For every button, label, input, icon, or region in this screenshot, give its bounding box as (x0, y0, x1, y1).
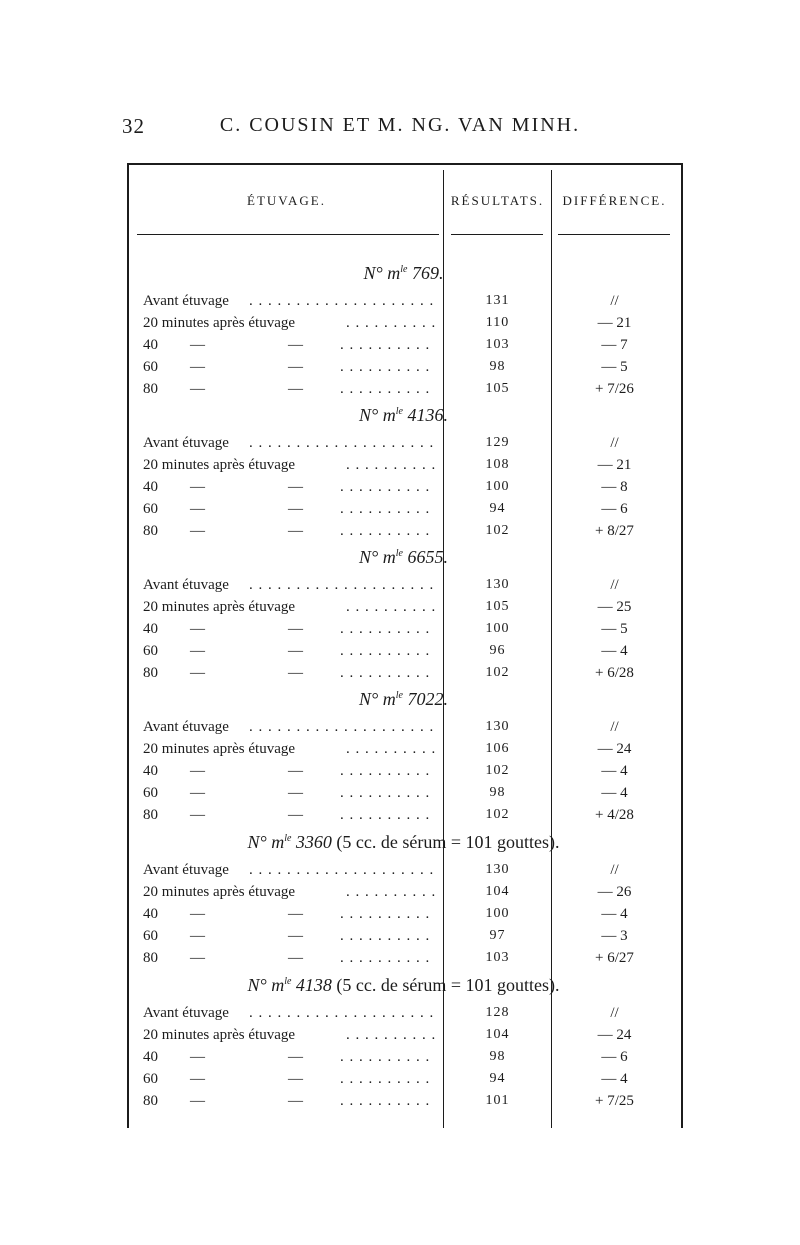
result-value: 108 (485, 457, 510, 472)
table-row (0, 741, 800, 763)
dot-leader: . . . . . . . . . . . . . . . . . . . . (249, 435, 435, 451)
result-value: 100 (485, 621, 510, 636)
title-sup: le (395, 406, 403, 417)
column-header-etuvage: ÉTUVAGE. (247, 193, 326, 208)
title-prefix: N° (363, 263, 383, 283)
column-header-difference: DIFFÉRENCE. (562, 193, 667, 208)
result-value: 100 (485, 479, 510, 494)
difference-value: // (610, 577, 619, 593)
result-value: 130 (485, 577, 510, 592)
dot-leader: . . . . . . . . . . (346, 315, 437, 331)
result-value: 100 (485, 906, 510, 921)
table-row (0, 479, 800, 501)
dot-leader: . . . . . . . . . . (340, 928, 431, 944)
table-row (0, 359, 800, 381)
ditto-dash: — (288, 643, 303, 659)
row-label: 80 (143, 807, 158, 823)
table-row (0, 435, 800, 457)
difference-value: — 4 (601, 906, 628, 922)
title-number: 4136. (407, 405, 448, 425)
result-value: 110 (485, 315, 510, 330)
ditto-dash: — (288, 928, 303, 944)
table-row (0, 884, 800, 906)
title-prefix: N° (359, 547, 379, 567)
difference-value: + 6/27 (595, 950, 634, 966)
difference-value: // (610, 435, 619, 451)
table-row (0, 1005, 800, 1027)
dot-leader: . . . . . . . . . . (340, 763, 431, 779)
table-row (0, 928, 800, 950)
row-label: Avant étuvage (143, 719, 229, 735)
dot-leader: . . . . . . . . . . . . . . . . . . . . (249, 719, 435, 735)
ditto-dash: — (190, 928, 205, 944)
dot-leader: . . . . . . . . . . . . . . . . . . . . (249, 293, 435, 309)
sample-group (0, 263, 800, 403)
row-label: 20 minutes après étuvage (143, 884, 296, 900)
title-number: 769. (411, 263, 444, 283)
ditto-dash: — (190, 763, 205, 779)
difference-value: // (610, 862, 619, 878)
row-label: 40 (143, 906, 158, 922)
ditto-dash: — (190, 643, 205, 659)
ditto-dash: — (190, 1093, 205, 1109)
difference-value: — 6 (601, 501, 628, 517)
result-value: 102 (485, 523, 510, 538)
difference-value: — 21 (597, 457, 632, 473)
result-value: 130 (485, 862, 510, 877)
dot-leader: . . . . . . . . . . (340, 621, 431, 637)
result-value: 105 (485, 599, 510, 614)
title-number: 6655. (407, 547, 448, 567)
table-row (0, 293, 800, 315)
dot-leader: . . . . . . . . . . (340, 523, 431, 539)
result-value: 98 (489, 1049, 506, 1064)
dot-leader: . . . . . . . . . . (346, 741, 437, 757)
difference-value: // (610, 719, 619, 735)
table-row (0, 763, 800, 785)
row-label: 60 (143, 643, 158, 659)
ditto-dash: — (190, 381, 205, 397)
ditto-dash: — (288, 621, 303, 637)
ditto-dash: — (190, 337, 205, 353)
dot-leader: . . . . . . . . . . . . . . . . . . . . (249, 1005, 435, 1021)
title-mle: m (382, 405, 396, 425)
table-row (0, 337, 800, 359)
title-prefix: N° (359, 689, 379, 709)
dot-leader: . . . . . . . . . . (340, 665, 431, 681)
row-label: 20 minutes après étuvage (143, 315, 296, 331)
table-row (0, 381, 800, 403)
dot-leader: . . . . . . . . . . (346, 457, 437, 473)
table-row (0, 906, 800, 928)
table-row (0, 1071, 800, 1093)
dot-leader: . . . . . . . . . . (346, 599, 437, 615)
row-label: 60 (143, 785, 158, 801)
table-row (0, 665, 800, 687)
group-title (130, 547, 677, 568)
ditto-dash: — (288, 501, 303, 517)
result-value: 130 (485, 719, 510, 734)
table-row (0, 807, 800, 829)
result-value: 128 (485, 1005, 510, 1020)
dot-leader: . . . . . . . . . . . . . . . . . . . . (249, 577, 435, 593)
dot-leader: . . . . . . . . . . (340, 337, 431, 353)
difference-value: + 4/28 (595, 807, 634, 823)
dot-leader: . . . . . . . . . . (340, 906, 431, 922)
difference-value: — 25 (597, 599, 632, 615)
title-note: (5 cc. de sérum = 101 gouttes). (336, 975, 560, 995)
page-number: 32 (122, 114, 145, 138)
row-label: 20 minutes après étuvage (143, 741, 296, 757)
dot-leader: . . . . . . . . . . (340, 643, 431, 659)
difference-value: — 5 (601, 359, 628, 375)
table-row (0, 950, 800, 972)
table-row (0, 1049, 800, 1071)
table-row (0, 457, 800, 479)
ditto-dash: — (288, 1049, 303, 1065)
group-title (130, 263, 677, 284)
result-value: 131 (485, 293, 510, 308)
dot-leader: . . . . . . . . . . (340, 807, 431, 823)
result-value: 96 (489, 643, 506, 658)
title-mle: m (382, 689, 396, 709)
ditto-dash: — (288, 807, 303, 823)
table-row (0, 621, 800, 643)
row-label: 80 (143, 1093, 158, 1109)
table-row (0, 501, 800, 523)
group-title (130, 405, 677, 426)
row-label: 40 (143, 1049, 158, 1065)
ditto-dash: — (190, 785, 205, 801)
table-row (0, 577, 800, 599)
difference-value: — 7 (601, 337, 628, 353)
title-sup: le (284, 833, 292, 844)
row-label: Avant étuvage (143, 293, 229, 309)
difference-value: — 26 (597, 884, 632, 900)
title-mle: m (271, 975, 285, 995)
header-rule (558, 234, 670, 235)
row-label: 40 (143, 337, 158, 353)
header-rule (137, 234, 439, 235)
sample-group (0, 689, 800, 829)
dot-leader: . . . . . . . . . . (340, 1093, 431, 1109)
row-label: 40 (143, 621, 158, 637)
header-rule (451, 234, 543, 235)
ditto-dash: — (288, 906, 303, 922)
ditto-dash: — (288, 665, 303, 681)
ditto-dash: — (190, 523, 205, 539)
table-row (0, 862, 800, 884)
dot-leader: . . . . . . . . . . (340, 1071, 431, 1087)
row-label: 80 (143, 381, 158, 397)
row-label: Avant étuvage (143, 435, 229, 451)
ditto-dash: — (288, 381, 303, 397)
table-row (0, 1027, 800, 1049)
running-head (0, 114, 800, 144)
row-label: 80 (143, 665, 158, 681)
difference-value: — 4 (601, 643, 628, 659)
result-value: 103 (485, 950, 510, 965)
difference-value: — 4 (601, 1071, 628, 1087)
result-value: 102 (485, 807, 510, 822)
ditto-dash: — (190, 1071, 205, 1087)
group-title (130, 689, 677, 710)
ditto-dash: — (288, 359, 303, 375)
result-value: 129 (485, 435, 510, 450)
title-sup: le (284, 976, 292, 987)
row-label: 60 (143, 359, 158, 375)
result-value: 102 (485, 665, 510, 680)
dot-leader: . . . . . . . . . . (340, 785, 431, 801)
difference-value: — 8 (601, 479, 628, 495)
difference-value: // (610, 293, 619, 309)
result-value: 94 (489, 501, 506, 516)
row-label: 20 minutes après étuvage (143, 1027, 296, 1043)
dot-leader: . . . . . . . . . . (340, 381, 431, 397)
ditto-dash: — (190, 359, 205, 375)
ditto-dash: — (288, 1093, 303, 1109)
sample-group (0, 832, 800, 972)
row-label: 20 minutes après étuvage (143, 599, 296, 615)
dot-leader: . . . . . . . . . . (340, 479, 431, 495)
row-label: Avant étuvage (143, 577, 229, 593)
table-row (0, 643, 800, 665)
difference-value: — 5 (601, 621, 628, 637)
table-row (0, 785, 800, 807)
row-label: 60 (143, 928, 158, 944)
row-label: 80 (143, 523, 158, 539)
difference-value: — 4 (601, 763, 628, 779)
row-label: 20 minutes après étuvage (143, 457, 296, 473)
difference-value: + 7/26 (595, 381, 634, 397)
row-label: 80 (143, 950, 158, 966)
ditto-dash: — (190, 621, 205, 637)
ditto-dash: — (288, 1071, 303, 1087)
title-sup: le (395, 548, 403, 559)
table-row (0, 315, 800, 337)
difference-value: + 6/28 (595, 665, 634, 681)
dot-leader: . . . . . . . . . . (340, 359, 431, 375)
table-row (0, 1093, 800, 1115)
title-prefix: N° (359, 405, 379, 425)
table-row (0, 599, 800, 621)
result-value: 98 (489, 359, 506, 374)
result-value: 104 (485, 1027, 510, 1042)
column-header-resultats: RÉSULTATS. (450, 193, 545, 208)
title-sup: le (395, 690, 403, 701)
difference-value: // (610, 1005, 619, 1021)
table-row (0, 523, 800, 545)
row-label: Avant étuvage (143, 862, 229, 878)
ditto-dash: — (288, 479, 303, 495)
difference-value: — 6 (601, 1049, 628, 1065)
dot-leader: . . . . . . . . . . . . . . . . . . . . (249, 862, 435, 878)
title-note: (5 cc. de sérum = 101 gouttes). (336, 832, 560, 852)
title-mle: m (387, 263, 401, 283)
result-value: 104 (485, 884, 510, 899)
sample-group (0, 547, 800, 687)
group-title (130, 832, 677, 853)
result-value: 98 (489, 785, 506, 800)
row-label: Avant étuvage (143, 1005, 229, 1021)
ditto-dash: — (288, 950, 303, 966)
title-number: 3360 (295, 832, 332, 852)
group-title (130, 975, 677, 996)
ditto-dash: — (190, 1049, 205, 1065)
row-label: 40 (143, 763, 158, 779)
ditto-dash: — (288, 523, 303, 539)
title-number: 7022. (407, 689, 448, 709)
row-label: 60 (143, 1071, 158, 1087)
ditto-dash: — (190, 479, 205, 495)
table-row (0, 719, 800, 741)
dot-leader: . . . . . . . . . . (340, 1049, 431, 1065)
difference-value: — 24 (597, 1027, 632, 1043)
dot-leader: . . . . . . . . . . (346, 1027, 437, 1043)
title-number: 4138 (295, 975, 332, 995)
ditto-dash: — (190, 950, 205, 966)
title-mle: m (271, 832, 285, 852)
result-value: 103 (485, 337, 510, 352)
difference-value: — 4 (601, 785, 628, 801)
running-title: C. COUSIN ET M. NG. VAN MINH. (219, 114, 581, 136)
dot-leader: . . . . . . . . . . (340, 950, 431, 966)
ditto-dash: — (190, 501, 205, 517)
result-value: 102 (485, 763, 510, 778)
ditto-dash: — (190, 665, 205, 681)
title-mle: m (382, 547, 396, 567)
result-value: 106 (485, 741, 510, 756)
difference-value: + 7/25 (595, 1093, 634, 1109)
ditto-dash: — (288, 785, 303, 801)
sample-group (0, 975, 800, 1115)
dot-leader: . . . . . . . . . . (340, 501, 431, 517)
difference-value: — 21 (597, 315, 632, 331)
difference-value: — 3 (601, 928, 628, 944)
row-label: 40 (143, 479, 158, 495)
title-prefix: N° (247, 975, 267, 995)
title-sup: le (400, 264, 408, 275)
sample-group (0, 405, 800, 545)
ditto-dash: — (288, 337, 303, 353)
result-value: 97 (489, 928, 506, 943)
row-label: 60 (143, 501, 158, 517)
difference-value: — 24 (597, 741, 632, 757)
ditto-dash: — (288, 763, 303, 779)
result-value: 94 (489, 1071, 506, 1086)
dot-leader: . . . . . . . . . . (346, 884, 437, 900)
title-prefix: N° (247, 832, 267, 852)
ditto-dash: — (190, 906, 205, 922)
result-value: 101 (485, 1093, 510, 1108)
difference-value: + 8/27 (595, 523, 634, 539)
ditto-dash: — (190, 807, 205, 823)
result-value: 105 (485, 381, 510, 396)
